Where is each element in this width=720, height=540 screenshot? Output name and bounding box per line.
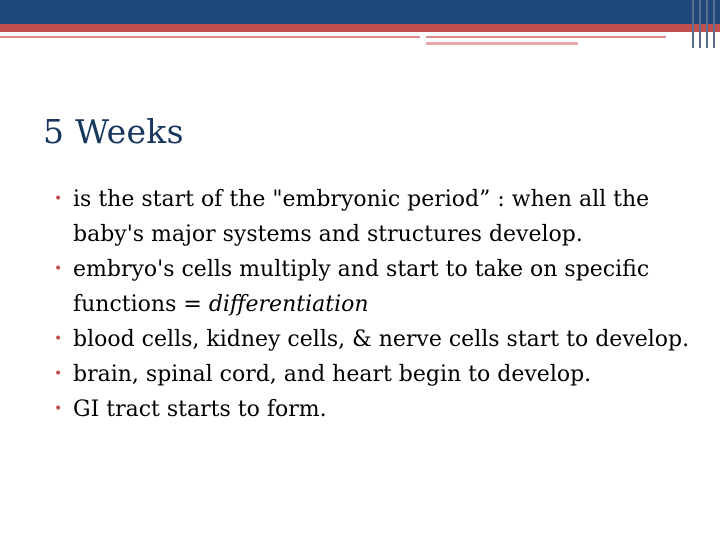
- bullet-dot-icon: •: [54, 261, 63, 277]
- bullet-dot-icon: •: [54, 366, 63, 382]
- bullet-text: brain, spinal cord, and heart begin to develop.: [73, 362, 592, 387]
- bullet-emphasis: differentiation: [208, 292, 369, 317]
- bullet-item: [51, 252, 691, 322]
- bullet-text: is the start of the "embryonic period” : when all the baby's major systems and structures develop.: [73, 187, 650, 247]
- header-divider: [0, 32, 720, 34]
- bullet-text: GI tract starts to form.: [73, 397, 327, 422]
- bullet-item: [51, 322, 691, 357]
- header-accent-line: [0, 36, 420, 38]
- bullet-item: [51, 392, 691, 427]
- slide-title: 5 Weeks: [43, 112, 184, 151]
- bullet-item: [51, 182, 691, 252]
- bullet-dot-icon: •: [54, 331, 63, 347]
- bullet-list: [51, 182, 691, 427]
- header-accent-line: [426, 36, 666, 38]
- bullet-item: [51, 357, 691, 392]
- header-band-blue: [0, 0, 720, 24]
- bullet-text: blood cells, kidney cells, & nerve cells start to develop.: [73, 327, 690, 352]
- bullet-text: embryo's cells multiply and start to take on specific functions =: [73, 257, 650, 317]
- bullet-dot-icon: •: [54, 401, 63, 417]
- header-stripes: [690, 0, 720, 48]
- header-accent-line: [426, 42, 578, 45]
- header-band-red: [0, 24, 720, 32]
- bullet-dot-icon: •: [54, 191, 63, 207]
